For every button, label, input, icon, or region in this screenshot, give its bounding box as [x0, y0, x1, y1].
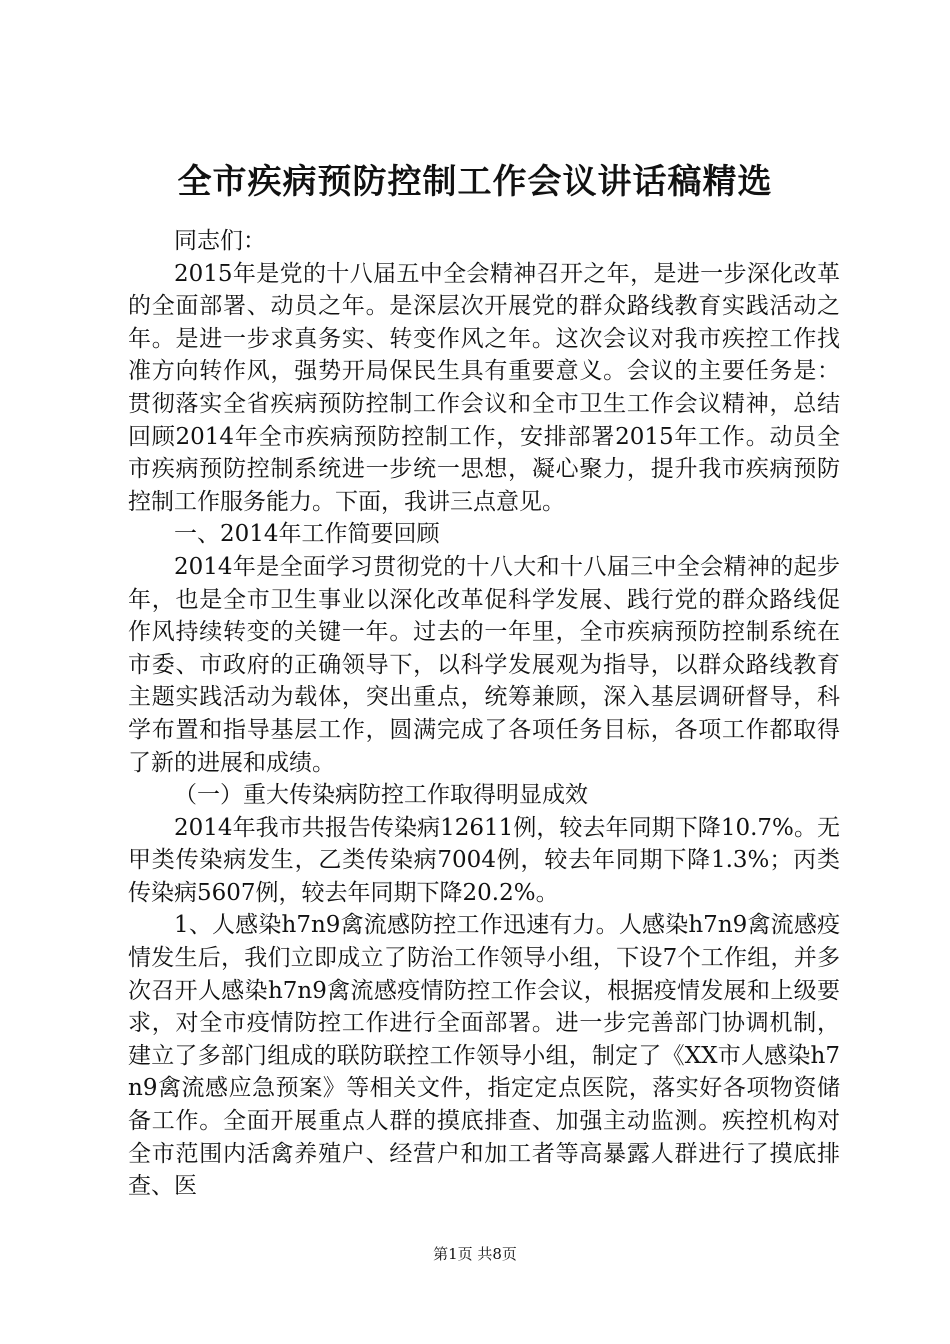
review-paragraph: 2014年是全面学习贯彻党的十八大和十八届三中全会精神的起步年，也是全市卫生事业以深化改革促科学发展、践行党的群众路线促作风持续转变的关键一年。过去的一年里，全市疾病预防控制系统在市委、市政府的正确领导下，以科学发展观为指导，以群众路线教育主题实践活动为载体，突出重点，统筹兼顾，深入基层调研督导，科学布置和指导基层工作，圆满完成了各项任务目标，各项工作都取得了新的进展和成绩。: [128, 553, 840, 776]
subsection-heading: （一）重大传染病防控工作取得明显成效: [174, 782, 588, 809]
greeting-paragraph: 同志们：: [174, 228, 266, 254]
document-body: [128, 225, 840, 1203]
h7n9-paragraph: 1、人感染h7n9禽流感防控工作迅速有力。人感染h7n9禽流感疫情发生后，我们立即成立了防治工作领导小组，下设7个工作组，并多次召开人感染h7n9禽流感疫情防控工作会议，根据疫情发展和上级要求，对全市疫情防控工作进行全面部署。进一步完善部门协调机制，建立了多部门组成的联防联控工作领导小组，制定了《XX市人感染h7n9禽流感应急预案》等相关文件，指定定点医院，落实好各项物资储备工作。全面开展重点人群的摸底排查、加强主动监测。疾控机构对全市范围内活禽养殖户、经营户和加工者等高暴露人群进行了摸底排查、医: [128, 912, 840, 1200]
section-heading: 一、2014年工作简要回顾: [174, 521, 440, 548]
statistics-paragraph: 2014年我市共报告传染病12611例，较去年同期下降10.7%。无甲类传染病发生，乙类传染病7004例，较去年同期下降1.3%；丙类传染病5607例，较去年同期下降20.2%。: [128, 814, 840, 906]
document-title: 全市疾病预防控制工作会议讲话稿精选: [177, 162, 773, 202]
page-footer: 第1页 共8页: [433, 1245, 517, 1263]
intro-paragraph: 2015年是党的十八届五中全会精神召开之年，是进一步深化改革的全面部署、动员之年。是深层次开展党的群众路线教育实践活动之年。是进一步求真务实、转变作风之年。这次会议对我市疾控工作找准方向转作风，强势开局保民生具有重要意义。会议的主要任务是：贯彻落实全省疾病预防控制工作会议和全市卫生工作会议精神，总结回顾2014年全市疾病预防控制工作，安排部署2015年工作。动员全市疾病预防控制系统进一步统一思想，凝心聚力，提升我市疾病预防控制工作服务能力。下面，我讲三点意见。: [128, 260, 840, 515]
